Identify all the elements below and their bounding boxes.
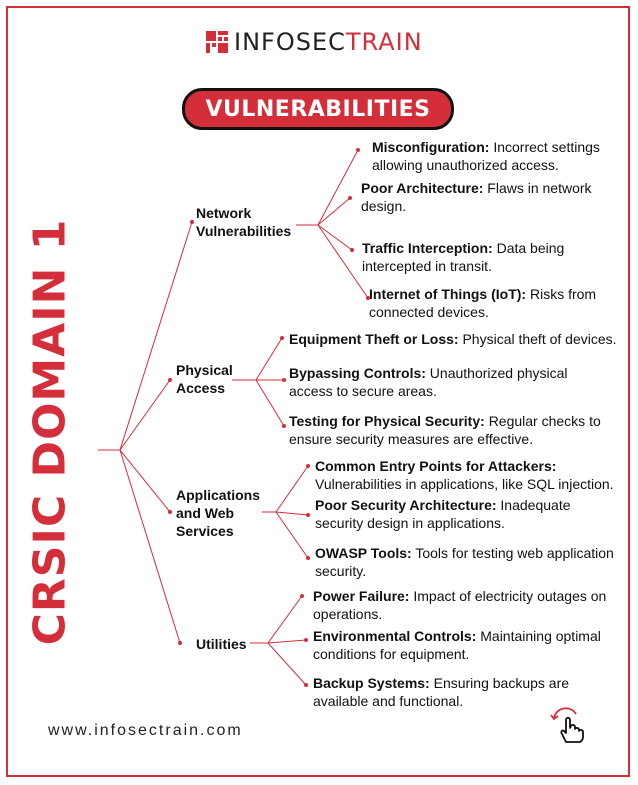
leaf-term: OWASP Tools: bbox=[315, 545, 412, 561]
leaf-common-entry-points bbox=[315, 457, 630, 493]
leaf-desc: Flaws in network design. bbox=[361, 180, 592, 214]
leaf-term: Traffic Interception: bbox=[362, 240, 493, 256]
leaf-desc: Ensuring backups are available and functional. bbox=[313, 675, 570, 709]
leaf-term: Power Failure: bbox=[313, 588, 410, 604]
leaf-term: Backup Systems: bbox=[313, 675, 430, 691]
leaf-bypassing-controls bbox=[289, 364, 589, 400]
leaf-traffic-interception bbox=[362, 239, 592, 275]
leaf-environmental-controls bbox=[313, 627, 618, 663]
leaf-poor-architecture bbox=[361, 179, 601, 215]
brand-name-dark: INFOSEC bbox=[234, 28, 346, 56]
leaf-term: Poor Architecture: bbox=[361, 180, 484, 196]
leaf-desc: Physical theft of devices. bbox=[462, 331, 617, 347]
leaf-testing-physical-security bbox=[289, 412, 619, 448]
leaf-desc: Risks from connected devices. bbox=[369, 286, 597, 320]
leaf-desc: Incorrect settings allowing unauthorized access. bbox=[372, 139, 600, 173]
leaf-power-failure bbox=[313, 587, 613, 623]
hand-pointer-icon bbox=[548, 704, 590, 746]
leaf-term: Testing for Physical Security: bbox=[289, 413, 485, 429]
leaf-term: Equipment Theft or Loss: bbox=[289, 331, 459, 347]
leaf-poor-security-architecture bbox=[315, 496, 615, 532]
leaf-term: Bypassing Controls: bbox=[289, 365, 426, 381]
category-physical: Physical Access bbox=[176, 362, 233, 396]
leaf-desc: Maintaining optimal conditions for equipment. bbox=[313, 628, 601, 662]
leaf-desc: Data being intercepted in transit. bbox=[362, 240, 565, 274]
leaf-term: Poor Security Architecture: bbox=[315, 497, 497, 513]
leaf-term: Internet of Things (IoT): bbox=[369, 286, 527, 302]
page-title: VULNERABILITIES bbox=[182, 88, 454, 130]
leaf-term: Misconfiguration: bbox=[372, 139, 490, 155]
leaf-equipment-theft bbox=[289, 330, 624, 348]
leaf-desc: Impact of electricity outages on operations. bbox=[313, 588, 607, 622]
footer-url[interactable]: www.infosectrain.com bbox=[48, 722, 243, 739]
leaf-misconfiguration bbox=[372, 138, 622, 174]
side-title: CRSIC DOMAIN 1 bbox=[24, 218, 76, 646]
leaf-desc: Regular checks to ensure security measures are effective. bbox=[289, 413, 601, 447]
category-utilities: Utilities bbox=[196, 636, 247, 652]
leaf-desc: Inadequate security design in applications. bbox=[315, 497, 571, 531]
brand-name-red: TRAIN bbox=[345, 28, 423, 56]
category-applications: Applications and Web Services bbox=[176, 487, 261, 539]
leaf-desc: Vulnerabilities in applications, like SQL injection. bbox=[315, 476, 614, 492]
leaf-desc: Unauthorized physical access to secure areas. bbox=[289, 365, 568, 399]
leaf-iot bbox=[369, 285, 609, 321]
leaf-desc: Tools for testing web application security. bbox=[315, 545, 614, 579]
leaf-owasp-tools bbox=[315, 544, 615, 580]
leaf-term: Common Entry Points for Attackers: bbox=[315, 458, 557, 474]
leaf-term: Environmental Controls: bbox=[313, 628, 477, 644]
category-network: Network Vulnerabilities bbox=[196, 205, 292, 239]
